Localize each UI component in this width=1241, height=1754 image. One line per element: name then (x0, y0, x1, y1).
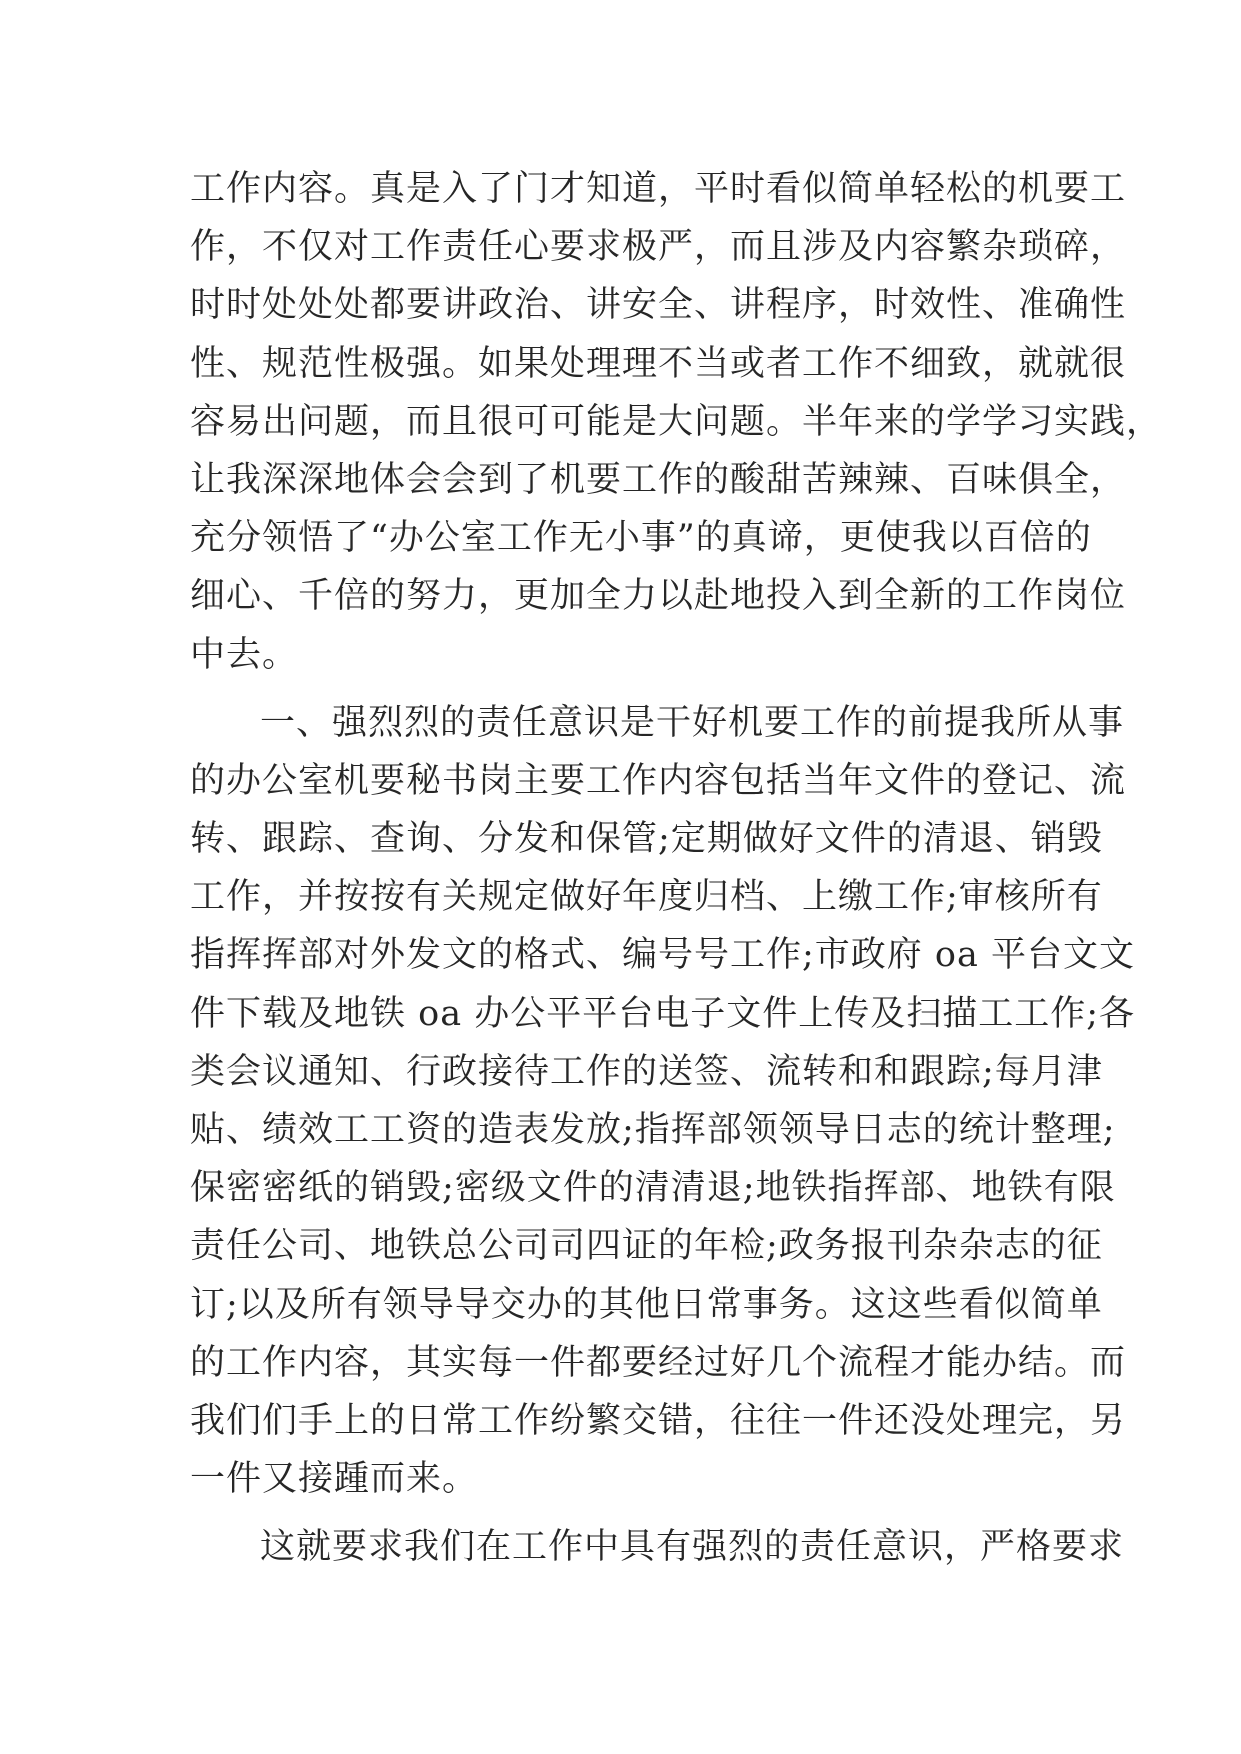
text-line: 指挥挥部对外发文的格式、编号号工作;市政府 oa 平台文文 (190, 935, 1135, 976)
paragraph (190, 160, 1163, 684)
text-line: 的办公室机要秘书岗主要工作内容包括当年文件的登记、流 (190, 760, 1127, 801)
text-line: 性、规范性极强。如果处理理不当或者工作不细致，就就很 (190, 343, 1127, 384)
text-line: 保密密纸的销毁;密级文件的清清退;地铁指挥部、地铁有限 (190, 1168, 1116, 1209)
paragraph-gap (190, 684, 1050, 694)
text-line: 作，不仅对工作责任心要求极严，而且涉及内容繁杂琐碎， (190, 227, 1127, 268)
text-line: 类会议通知、行政接待工作的送签、流转和和跟踪;每月津 (190, 1051, 1103, 1092)
text-line: 充分领悟了“办公室工作无小事”的真谛，更使我以百倍的 (190, 518, 1092, 559)
document-body (190, 160, 1163, 1577)
text-line: 我们们手上的日常工作纷繁交错，往往一件还没处理完，另 (190, 1400, 1127, 1441)
text-line: 容易出问题，而且很可可能是大问题。半年来的学学习实践， (190, 401, 1163, 442)
text-line: 一、强烈烈的责任意识是干好机要工作的前提我所从事 (260, 702, 1125, 743)
text-line: 责任公司、地铁总公司司四证的年检;政务报刊杂杂志的征 (190, 1226, 1103, 1267)
paragraph-gap (190, 1508, 1050, 1518)
text-line: 这就要求我们在工作中具有强烈的责任意识，严格要求 (260, 1527, 1125, 1568)
text-line: 时时处处处都要讲政治、讲安全、讲程序，时效性、准确性 (190, 285, 1127, 326)
paragraph (190, 1518, 1125, 1576)
text-line: 转、跟踪、查询、分发和保管;定期做好文件的清退、销毁 (190, 819, 1103, 860)
text-line: 贴、绩效工工资的造表发放;指挥部领领导日志的统计整理; (190, 1110, 1116, 1150)
text-line: 让我深深地体会会到了机要工作的酸甜苦辣辣、百味俱全， (190, 459, 1127, 500)
paragraph (190, 694, 1135, 1509)
text-line: 订;以及所有领导导交办的其他日常事务。这这些看似简单 (190, 1284, 1103, 1325)
text-line: 一件又接踵而来。 (190, 1459, 479, 1500)
text-line: 件下载及地铁 oa 办公平平台电子文件上传及扫描工工作;各 (190, 993, 1135, 1034)
text-line: 中去。 (190, 634, 299, 675)
text-line: 的工作内容，其实每一件都要经过好几个流程才能办结。而 (190, 1342, 1127, 1383)
text-line: 工作内容。真是入了门才知道，平时看似简单轻松的机要工 (190, 169, 1127, 209)
text-line: 细心、千倍的努力，更加全力以赴地投入到全新的工作岗位 (190, 576, 1127, 617)
text-line: 工作，并按按有关规定做好年度归档、上缴工作;审核所有 (190, 877, 1103, 918)
